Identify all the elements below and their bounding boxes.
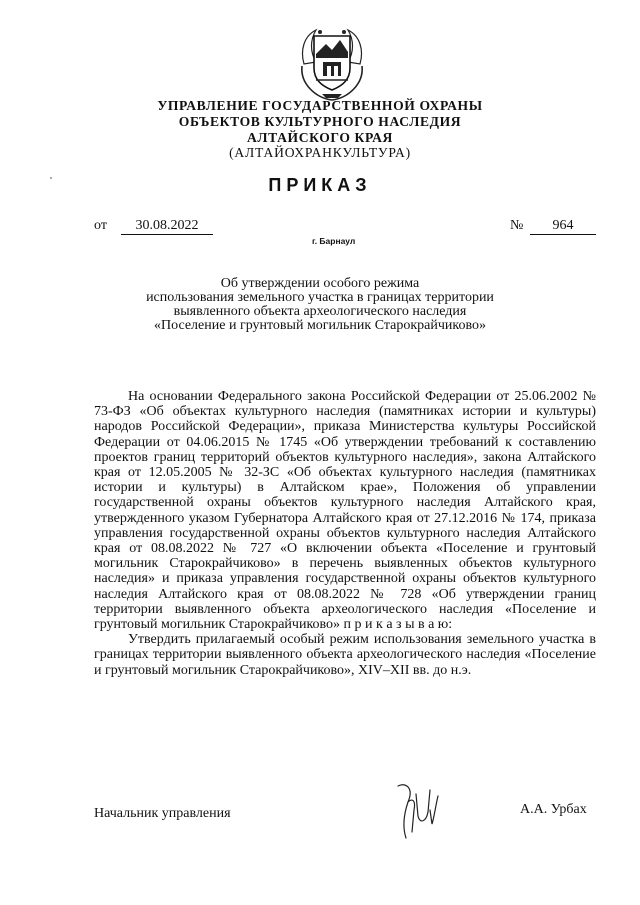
subject-line-3: выявленного объекта археологического наследия — [173, 304, 467, 319]
signatory-position: Начальник управления — [94, 806, 231, 821]
body-paragraph-decision: Утвердить прилагаемый особый режим использования земельного участка в границах территории выявленного объекта археологического наследия «Поселение и грунтовый могильник Старокрайчиково», XIV–XII вв. до н.э. — [94, 632, 596, 678]
city: г. Барнаул — [312, 236, 356, 246]
subject-line-1: Об утверждении особого режима — [220, 276, 420, 291]
org-short-name: (АЛТАЙОХРАНКУЛЬТУРА) — [229, 145, 411, 160]
body-paragraph-basis: На основании Федерального закона Российской Федерации от 25.06.2002 № 73-ФЗ «Об объектах культурного наследия (памятниках истории и культуры) народов Российской Федерации», приказа Министерства культуры Российской Федерации от 04.06.2015 № 1745 «Об утверждении требований к составлению проектов границ территорий объектов культурного наследия», закона Алтайского края от 12.05.2005 № 32-ЗС «Об объектах культурного наследия (памятниках истории и культуры) в Алтайском крае», Положения об управлении государственной охраны объектов культурного наследия Алтайского края, утвержденного указом Губернатора Алтайского края от 27.12.2016 № 174, приказа управления государственной охраны объектов культурного наследия Алтайского края от 08.08.2022 № 727 «О включении объекта «Поселение и грунтовый могильник Старокрайчиково» в перечень выявленных объектов культурного наследия» и приказа управления государственной охраны объектов культурного наследия Алтайского края от 08.08.2022 № 728 «Об утверждении границ территории выявленного объекта археологического наследия «Поселение и грунтовый могильник Старокрайчиково» п р и к а з ы в а ю: — [94, 389, 596, 633]
order-number: 964 — [530, 218, 596, 235]
signatory-name: А.А. Урбах — [520, 802, 587, 817]
subject-line-4: «Поселение и грунтовый могильник Старокрайчиково» — [154, 318, 486, 333]
org-name-line-3: АЛТАЙСКОГО КРАЯ — [247, 130, 393, 145]
date-prefix: от — [94, 218, 107, 233]
order-date: 30.08.2022 — [121, 218, 213, 235]
subject-line-2: использования земельного участка в границах территории — [146, 290, 494, 305]
org-name-line-2: ОБЪЕКТОВ КУЛЬТУРНОГО НАСЛЕДИЯ — [178, 114, 462, 129]
handwritten-signature — [392, 780, 442, 842]
order-title: ПРИКАЗ — [268, 175, 372, 195]
org-name-line-1: УПРАВЛЕНИЕ ГОСУДАРСТВЕННОЙ ОХРАНЫ — [157, 98, 483, 113]
order-body — [94, 389, 596, 678]
coat-of-arms-emblem — [296, 22, 368, 102]
number-prefix: № — [510, 218, 524, 233]
